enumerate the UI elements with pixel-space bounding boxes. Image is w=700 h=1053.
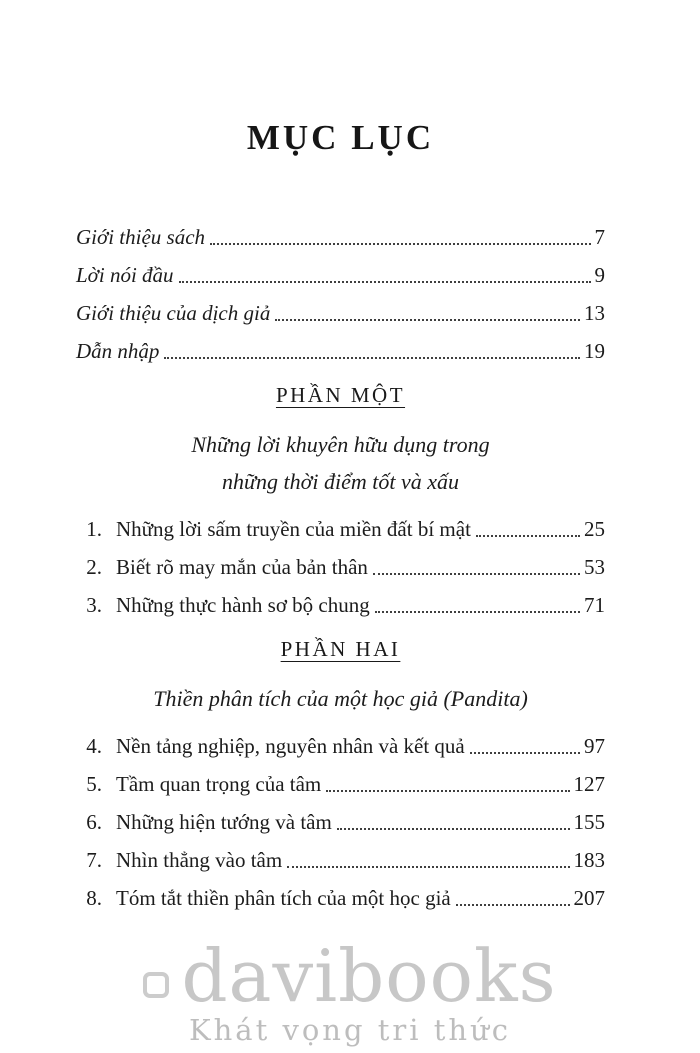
toc-entry-label: Giới thiệu của dịch giả [76, 301, 271, 325]
dot-leader [372, 592, 582, 619]
toc-entry-page: 19 [584, 339, 605, 363]
dot-leader [272, 300, 582, 327]
section-part-one [76, 383, 605, 619]
toc-entry-label: Những lời sấm truyền của miền đất bí mật [116, 517, 471, 541]
toc-entry-number: 6. [86, 810, 102, 834]
toc-entry-number: 8. [86, 886, 102, 910]
toc-entry-number: 5. [86, 772, 102, 796]
toc-entry [76, 592, 605, 619]
dot-leader [323, 771, 571, 798]
toc-entry-number: 2. [86, 555, 102, 579]
toc-entry-page: 127 [573, 772, 605, 796]
toc-entry-page: 25 [584, 517, 605, 541]
toc-entry-page: 207 [573, 886, 605, 910]
page-title: MỤC LỤC [246, 118, 435, 157]
toc-entry [76, 733, 605, 760]
section-subtitle [76, 426, 605, 500]
toc-entry [76, 554, 605, 581]
toc-entry-label: Những hiện tướng và tâm [116, 810, 332, 834]
toc-entry-page: 53 [584, 555, 605, 579]
davibooks-watermark [0, 934, 700, 1047]
section-heading: PHẦN MỘT [275, 383, 406, 407]
toc-entry [76, 885, 605, 912]
toc-entry-label: Lời nói đầu [76, 263, 174, 287]
toc-entry-label: Những thực hành sơ bộ chung [116, 593, 370, 617]
toc-entry [76, 516, 605, 543]
toc-entry-page: 13 [584, 301, 605, 325]
section-subtitle-line: Thiền phân tích của một học giả (Pandita) [153, 686, 528, 711]
dot-leader [467, 733, 582, 760]
dot-leader [370, 554, 582, 581]
toc-entry-page: 155 [573, 810, 605, 834]
dot-leader [176, 262, 593, 289]
watermark-brand-row [0, 934, 700, 1018]
section-entries [76, 516, 605, 619]
toc-entry-page: 97 [584, 734, 605, 758]
toc-entry [76, 338, 605, 365]
section-subtitle [76, 680, 605, 717]
toc-entry [76, 809, 605, 836]
toc-entry-page: 9 [594, 263, 605, 287]
watermark-tagline: Khát vọng tri thức [188, 1013, 512, 1047]
toc-entry [76, 300, 605, 327]
front-matter-list [76, 224, 605, 365]
dot-leader [284, 847, 571, 874]
toc-entry-page: 7 [594, 225, 605, 249]
toc-entry-number: 3. [86, 593, 102, 617]
dot-leader [473, 516, 582, 543]
section-subtitle-line: những thời điểm tốt và xấu [222, 469, 459, 494]
toc-entry-label: Giới thiệu sách [76, 225, 206, 249]
section-entries [76, 733, 605, 912]
toc-entry-label: Tóm tắt thiền phân tích của một học giả [116, 886, 451, 910]
toc-entry-page: 183 [573, 848, 605, 872]
toc-entry [76, 262, 605, 289]
toc-entry-number: 1. [86, 517, 102, 541]
dot-leader [453, 885, 572, 912]
toc-entry-page: 71 [584, 593, 605, 617]
toc-entry-label: Biết rõ may mắn của bản thân [116, 555, 368, 579]
toc-entry [76, 224, 605, 251]
davibooks-logo-icon [143, 972, 169, 998]
dot-leader [207, 224, 592, 251]
toc-entry-label: Nhìn thẳng vào tâm [116, 848, 283, 872]
watermark-brand: davibooks [181, 934, 557, 1018]
section-subtitle-line: Những lời khuyên hữu dụng trong [191, 432, 490, 457]
toc-entry [76, 847, 605, 874]
toc-entry-number: 4. [86, 734, 102, 758]
dot-leader [161, 338, 582, 365]
dot-leader [334, 809, 572, 836]
section-part-two [76, 637, 605, 912]
toc-entry [76, 771, 605, 798]
toc-entry-number: 7. [86, 848, 102, 872]
section-heading: PHẦN HAI [280, 637, 401, 661]
toc-entry-label: Dẫn nhập [76, 339, 160, 363]
toc-entry-label: Nền tảng nghiệp, nguyên nhân và kết quả [116, 734, 465, 758]
toc-entry-label: Tầm quan trọng của tâm [116, 772, 322, 796]
